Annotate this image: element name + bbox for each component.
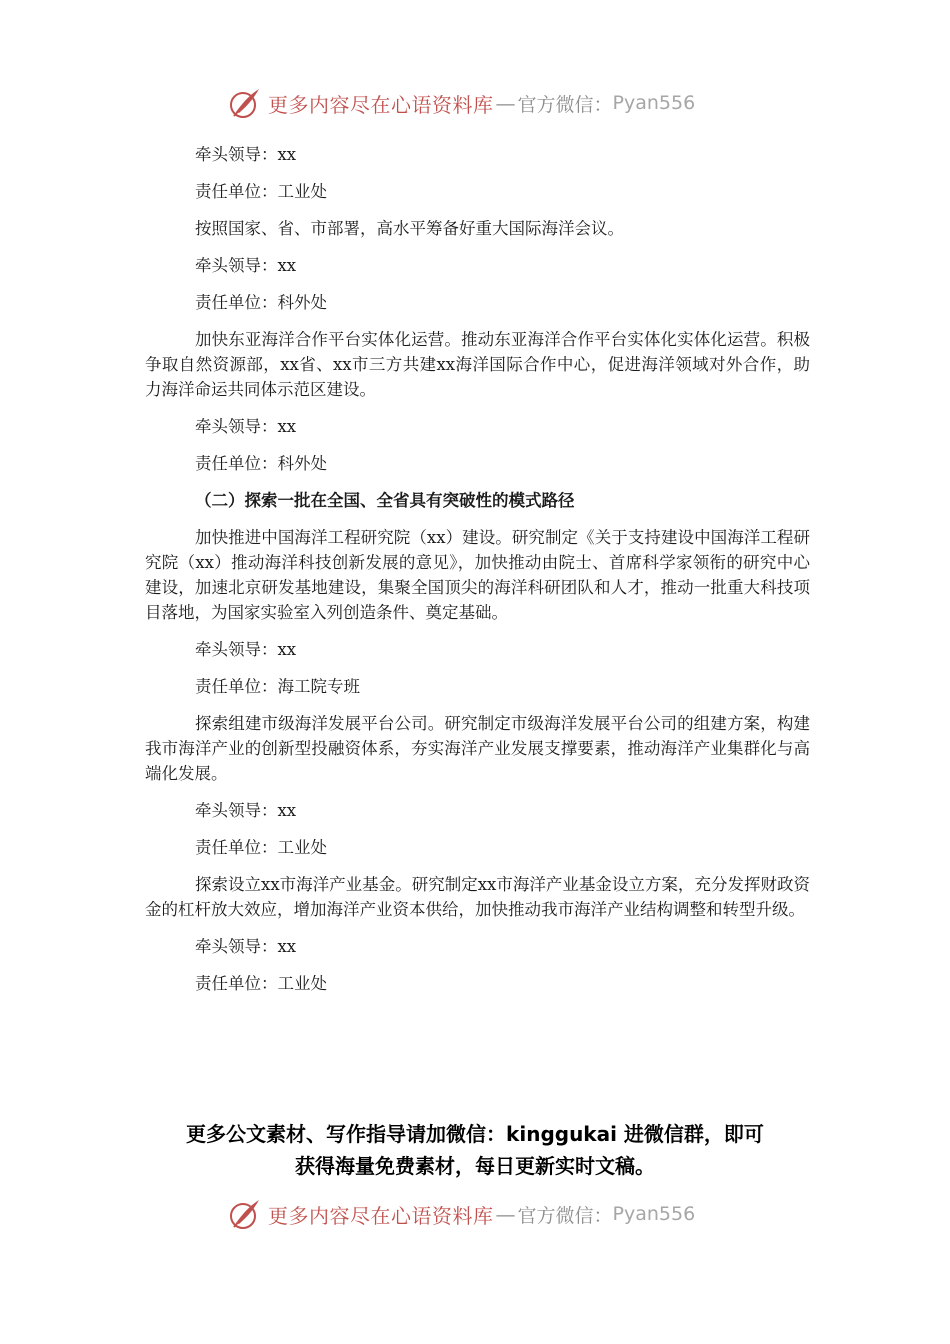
body-paragraph: 探索设立xx市海洋产业基金。研究制定xx市海洋产业基金设立方案，充分发挥财政资金的杠杆放大效应，增加海洋产业资本供给，加快推动我市海洋产业结构调整和转型升级。 xyxy=(145,875,810,919)
banner-wechat-id: Pyan556 xyxy=(612,92,696,114)
body-paragraph: 加快东亚海洋合作平台实体化运营。推动东亚海洋合作平台实体化实体化运营。积极争取自然资源部，xx省、xx市三方共建xx海洋国际合作中心，促进海洋领域对外合作，助力海洋命运共同体示范区建设。 xyxy=(145,330,810,399)
banner-site-name: 更多内容尽在心语资料库 xyxy=(268,92,494,117)
banner-wechat-id: Pyan556 xyxy=(612,1203,696,1225)
footer-note-line-2: 获得海量免费素材，每日更新实时文稿。 xyxy=(295,1154,655,1178)
banner-wechat-label: 官方微信： xyxy=(517,1204,613,1227)
responsibility-line: 牵头领导：xx xyxy=(195,937,297,956)
responsibility-line: 牵头领导：xx xyxy=(195,640,297,659)
banner-dash: — xyxy=(495,91,516,115)
banner-site-name: 更多内容尽在心语资料库 xyxy=(268,1203,494,1228)
quill-logo-icon xyxy=(228,1197,262,1231)
responsibility-line: 责任单位：科外处 xyxy=(195,293,327,312)
responsibility-line: 牵头领导：xx xyxy=(195,417,297,436)
quill-logo-icon xyxy=(228,86,262,120)
section-heading: （二）探索一批在全国、全省具有突破性的模式路径 xyxy=(195,491,575,510)
header-banner xyxy=(228,85,728,121)
body-paragraph: 按照国家、省、市部署，高水平筹备好重大国际海洋会议。 xyxy=(195,219,624,238)
responsibility-line: 牵头领导：xx xyxy=(195,145,297,164)
footer-note-line-1: 更多公文素材、写作指导请加微信：kinggukai 进微信群，即可 xyxy=(186,1122,764,1146)
responsibility-line: 责任单位：海工院专班 xyxy=(195,677,360,696)
responsibility-line: 责任单位：科外处 xyxy=(195,454,327,473)
responsibility-line: 责任单位：工业处 xyxy=(195,182,327,201)
footer-promo-note xyxy=(120,1118,830,1182)
document-body xyxy=(145,142,810,1008)
body-paragraph: 加快推进中国海洋工程研究院（xx）建设。研究制定《关于支持建设中国海洋工程研究院（xx）推动海洋科技创新发展的意见》，加快推动由院士、首席科学家领衔的研究中心建设，加速北京研发基地建设，集聚全国顶尖的海洋科研团队和人才，推动一批重大科技项目落地，为国家实验室入列创造条件、奠定基础。 xyxy=(145,528,810,622)
responsibility-line: 责任单位：工业处 xyxy=(195,838,327,857)
banner-wechat-label: 官方微信： xyxy=(517,93,613,116)
banner-dash: — xyxy=(495,1202,516,1226)
footer-banner xyxy=(228,1196,728,1232)
responsibility-line: 责任单位：工业处 xyxy=(195,974,327,993)
body-paragraph: 探索组建市级海洋发展平台公司。研究制定市级海洋发展平台公司的组建方案，构建我市海洋产业的创新型投融资体系，夯实海洋产业发展支撑要素，推动海洋产业集群化与高端化发展。 xyxy=(145,714,810,783)
responsibility-line: 牵头领导：xx xyxy=(195,256,297,275)
responsibility-line: 牵头领导：xx xyxy=(195,801,297,820)
